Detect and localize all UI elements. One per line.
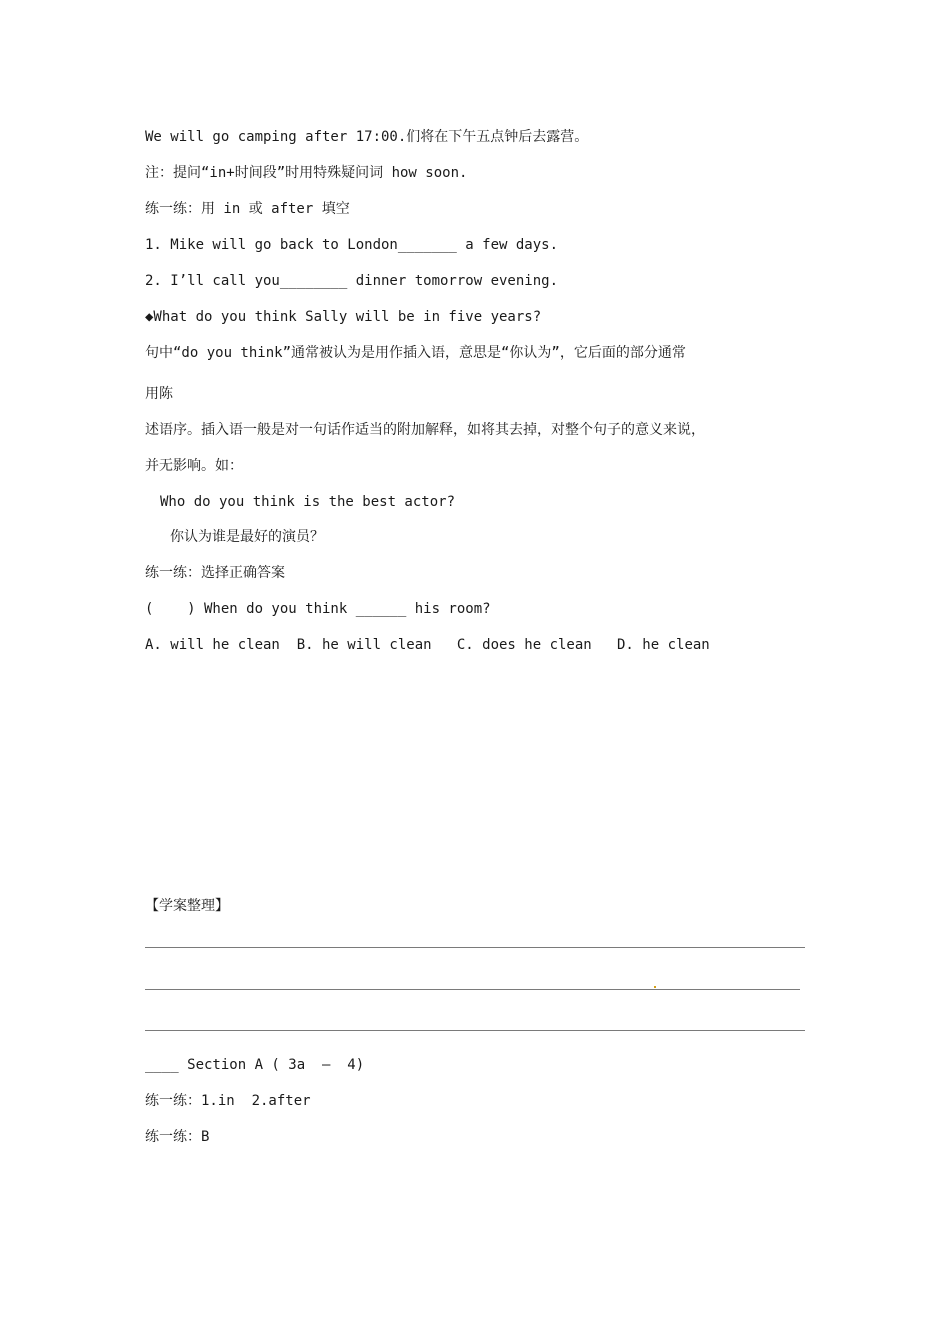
example-sentence-chinese: 你认为谁是最好的演员？: [170, 529, 324, 545]
summary-line-1: [145, 947, 805, 948]
explanation-line-3: 述语序。插入语一般是对一句话作适当的附加解释，如将其去掉，对整个句子的意义来说，: [145, 422, 705, 438]
summary-line-2: [145, 989, 800, 990]
example-sentence-camping: We will go camping after 17:00.们将在下午五点钟后去露营。: [145, 129, 589, 145]
exercise-item-1: 1. Mike will go back to London_______ a few days.: [145, 237, 559, 253]
summary-heading: 【学案整理】: [145, 898, 229, 914]
example-sentence-english: Who do you think is the best actor?: [160, 494, 456, 510]
choice-question: ( ) When do you think ______ his room?: [145, 601, 491, 617]
answer-choice: 练一练：B: [145, 1129, 210, 1145]
exercise-item-2: 2. I’ll call you________ dinner tomorrow evening.: [145, 273, 559, 289]
stray-mark: [654, 986, 656, 988]
exercise-heading-fill-in: 练一练：用 in 或 after 填空: [145, 201, 350, 217]
answer-section-title: ____ Section A ( 3a – 4): [145, 1057, 365, 1073]
choice-options: A. will he clean B. he will clean C. does he clean D. he clean: [145, 637, 710, 653]
note-how-soon: 注：提问“in+时间段”时用特殊疑问词 how soon.: [145, 165, 468, 181]
summary-line-3: [145, 1030, 805, 1031]
answer-fill-in: 练一练：1.in 2.after: [145, 1093, 311, 1109]
exercise-heading-choice: 练一练：选择正确答案: [145, 565, 285, 581]
key-sentence-sally: ◆What do you think Sally will be in five years?: [145, 309, 542, 325]
explanation-line-4: 并无影响。如：: [145, 458, 243, 474]
explanation-line-2: 用陈: [145, 386, 173, 402]
explanation-line-1: 句中“do you think”通常被认为是用作插入语，意思是“你认为”，它后面的部分通常: [145, 345, 686, 361]
